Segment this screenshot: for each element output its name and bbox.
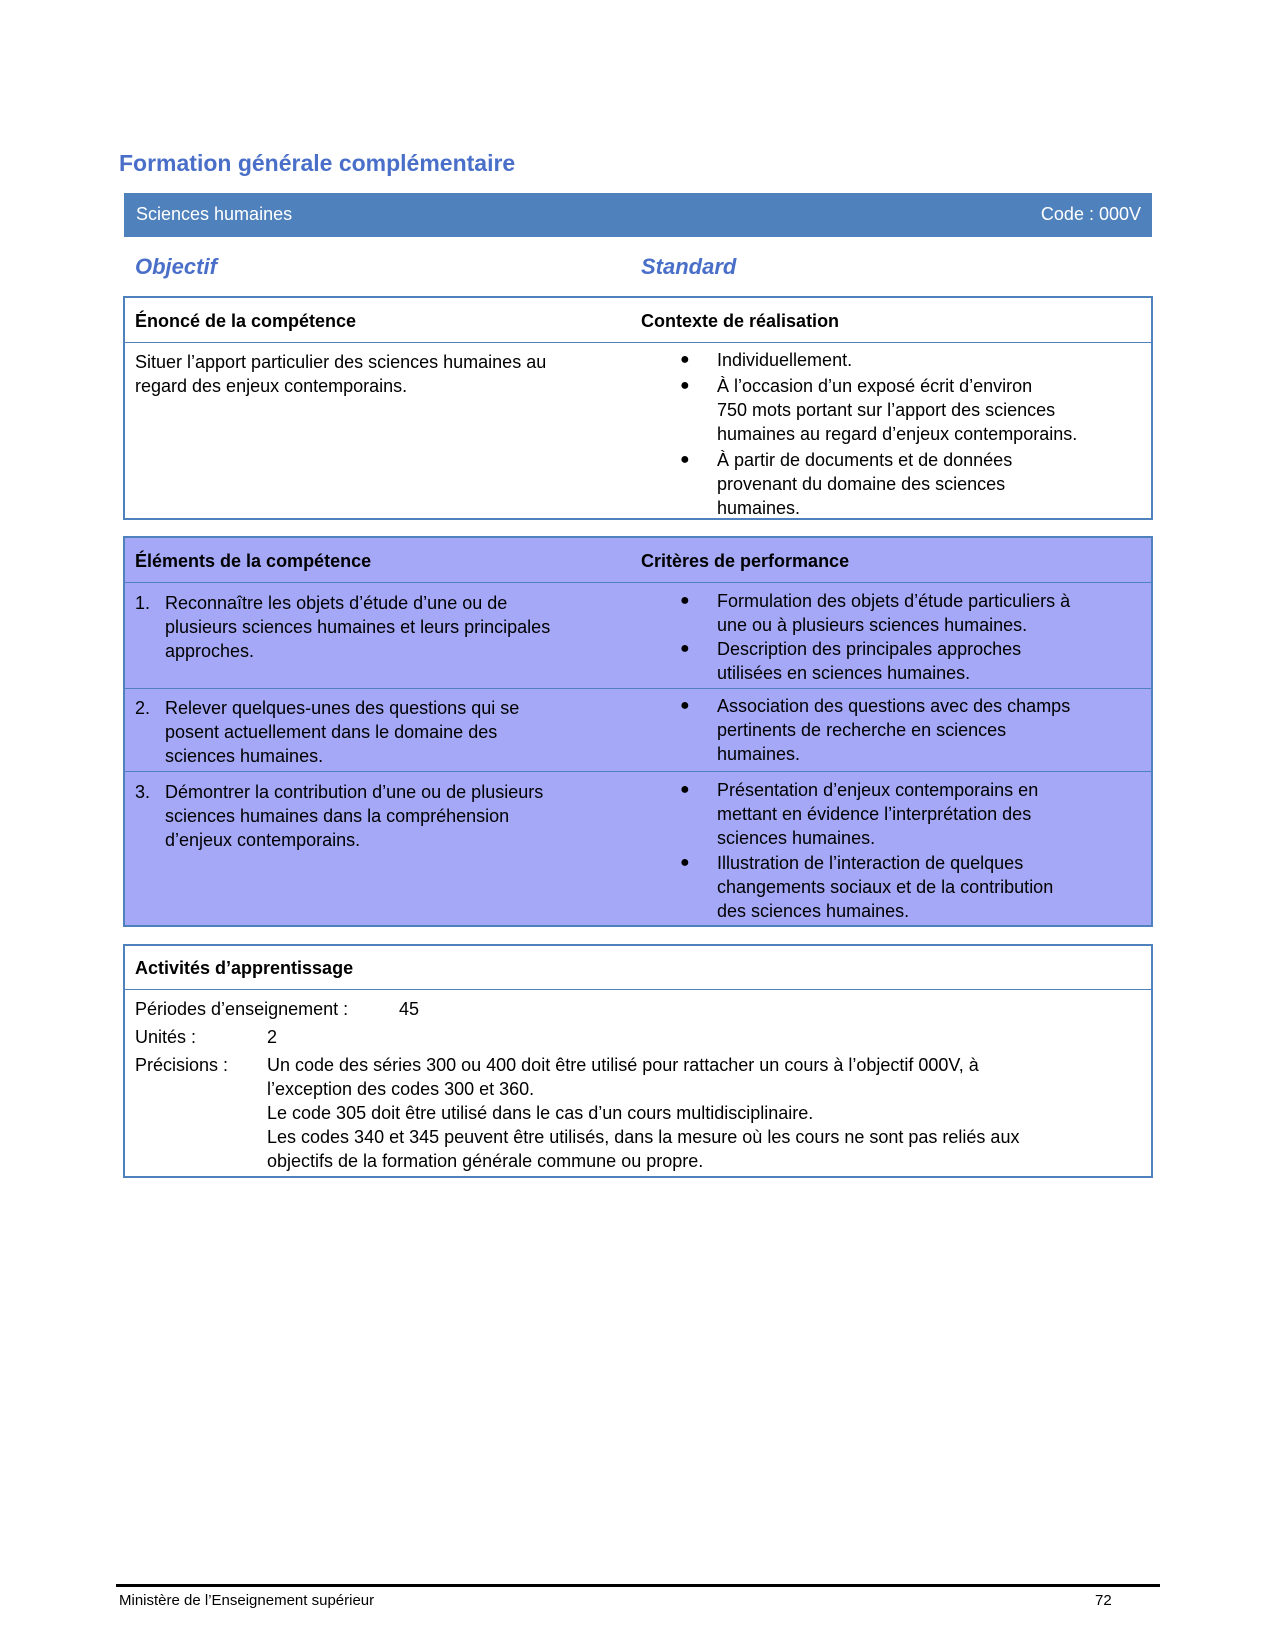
bullet-icon: ● <box>680 351 690 368</box>
activities-box-header <box>125 946 1151 990</box>
footer-rule <box>116 1584 1160 1587</box>
competence-box-header <box>125 298 1151 343</box>
context-item: humaines. <box>717 498 801 518</box>
criterion-line: Présentation d’enjeux contemporains en <box>717 780 1039 800</box>
element-number: 3. <box>135 782 151 802</box>
element-line: Démontrer la contribution d’une ou de plusieurs <box>165 782 544 802</box>
precision-line: l’exception des codes 300 et 360. <box>267 1079 535 1099</box>
criterion-line: humaines. <box>717 744 801 764</box>
context-item: À partir de documents et de données <box>717 450 1013 470</box>
periods-value: 45 <box>399 999 420 1019</box>
row-divider <box>125 688 1151 689</box>
bullet-icon: ● <box>680 781 690 798</box>
precision-line: Les codes 340 et 345 peuvent être utilisés, dans la mesure où les cours ne sont pas reliés aux <box>267 1127 1020 1147</box>
criterion-line: Formulation des objets d’étude particuliers à <box>717 591 1071 611</box>
bullet-icon: ● <box>680 854 690 871</box>
criterion-line: utilisées en sciences humaines. <box>717 663 971 683</box>
discipline-header-bar <box>124 193 1152 237</box>
units-value: 2 <box>267 1027 278 1047</box>
elements-header: Éléments de la compétence <box>135 551 372 571</box>
units-label: Unités : <box>135 1027 197 1047</box>
element-line: Reconnaître les objets d’étude d’une ou de <box>165 593 508 613</box>
criterion-line: des sciences humaines. <box>717 901 910 921</box>
elements-box <box>123 536 1153 927</box>
statement-line: Situer l’apport particulier des sciences humaines au <box>135 352 547 372</box>
element-number: 1. <box>135 593 151 613</box>
bullet-icon: ● <box>680 377 690 394</box>
activities-header: Activités d’apprentissage <box>135 958 354 978</box>
footer-ministry: Ministère de l’Enseignement supérieur <box>119 1592 375 1609</box>
criterion-line: Illustration de l’interaction de quelques <box>717 853 1024 873</box>
discipline-code: Code : 000V <box>1040 204 1141 224</box>
element-line: sciences humaines dans la compréhension <box>165 806 510 826</box>
elements-box-header <box>125 538 1151 583</box>
criterion-line: sciences humaines. <box>717 828 876 848</box>
bullet-icon: ● <box>680 592 690 609</box>
precision-line: Un code des séries 300 ou 400 doit être utilisé pour rattacher un cours à l’objectif 000V, à <box>267 1055 979 1075</box>
criterion-line: mettant en évidence l’interprétation des <box>717 804 1032 824</box>
context-item: Individuellement. <box>717 350 853 370</box>
objective-heading: Objectif <box>135 254 217 279</box>
precision-line: Le code 305 doit être utilisé dans le cas d’un cours multidisciplinaire. <box>267 1103 814 1123</box>
document-title: Formation générale complémentaire <box>119 150 516 176</box>
criteria-header: Critères de performance <box>641 551 850 571</box>
element-line: sciences humaines. <box>165 746 324 766</box>
footer-page-number: 72 <box>1095 1592 1112 1609</box>
element-line: approches. <box>165 641 255 661</box>
statement-header: Énoncé de la compétence <box>135 311 357 331</box>
statement-line: regard des enjeux contemporains. <box>135 376 408 396</box>
context-header: Contexte de réalisation <box>641 311 840 331</box>
bullet-icon: ● <box>680 697 690 714</box>
criterion-line: Association des questions avec des champs <box>717 696 1071 716</box>
standard-heading: Standard <box>641 254 737 279</box>
element-number: 2. <box>135 698 151 718</box>
criterion-line: changements sociaux et de la contribution <box>717 877 1054 897</box>
element-line: d’enjeux contemporains. <box>165 830 361 850</box>
bullet-icon: ● <box>680 451 690 468</box>
element-line: posent actuellement dans le domaine des <box>165 722 498 742</box>
bullet-icon: ● <box>680 640 690 657</box>
activities-box <box>123 944 1153 1178</box>
competence-box <box>123 296 1153 520</box>
discipline-name: Sciences humaines <box>136 204 293 224</box>
criterion-line: pertinents de recherche en sciences <box>717 720 1007 740</box>
context-item: humaines au regard d’enjeux contemporains. <box>717 424 1078 444</box>
context-item: À l’occasion d’un exposé écrit d’environ <box>717 376 1033 396</box>
periods-label: Périodes d’enseignement : <box>135 999 349 1019</box>
row-divider <box>125 771 1151 772</box>
context-item: provenant du domaine des sciences <box>717 474 1006 494</box>
element-line: plusieurs sciences humaines et leurs principales <box>165 617 551 637</box>
context-item: 750 mots portant sur l’apport des sciences <box>717 400 1056 420</box>
precision-line: objectifs de la formation générale commune ou propre. <box>267 1151 704 1171</box>
criterion-line: Description des principales approches <box>717 639 1022 659</box>
criterion-line: une ou à plusieurs sciences humaines. <box>717 615 1028 635</box>
element-line: Relever quelques-unes des questions qui se <box>165 698 520 718</box>
precisions-label: Précisions : <box>135 1055 229 1075</box>
